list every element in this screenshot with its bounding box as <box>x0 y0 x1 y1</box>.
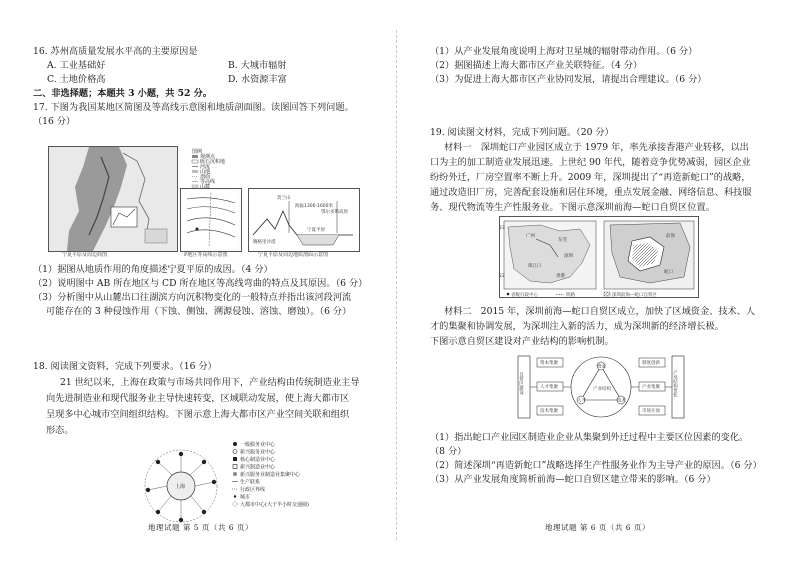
svg-text:城市: 城市 <box>240 494 251 501</box>
caption-map: 宁夏平原及周边简图 <box>62 252 108 258</box>
q17-sub2: （2）说明图中 AB 所在地区与 CD 所在地区等高线弯曲的特点及其原因。（6 分） <box>33 278 368 289</box>
svg-text:人才集聚: 人才集聚 <box>540 385 558 390</box>
q18-stem: 18. 阅读图文资料，完成下列要求。（16 分） <box>33 361 217 372</box>
q17-sub3-line2: 可能存在的 3 种侵蚀作用（下蚀、侧蚀、溯源侵蚀、溶蚀、磨蚀）。（6 分） <box>46 306 352 317</box>
map-legend-railway: 铁路 <box>566 293 575 298</box>
map-label-shenzhen: 深圳 <box>564 254 573 259</box>
svg-text:观测点: 观测点 <box>200 154 216 160</box>
p-contour-diagram <box>180 188 242 252</box>
diagram-left-box: 自贸区建设 <box>518 372 524 395</box>
diagram-center: 产业结构 <box>593 387 611 392</box>
q19-sub2: （2）简述深圳“再造新蛇口”战略选择生产性服务业作为主导产业的原因。（6 分） <box>430 460 762 471</box>
cross-section-diagram <box>248 188 360 252</box>
label-altitude: 海拔1300-1600米 <box>295 204 334 209</box>
map-legend-ftz: 深圳前海—蛇口自贸区 <box>612 293 657 298</box>
shanghai-network-diagram <box>140 446 222 526</box>
svg-text:行政区界线: 行政区界线 <box>240 487 266 493</box>
map-label-guangzhou: 广州 <box>526 234 535 239</box>
q18-sub2: （2）据图描述上海大都市区产业关联特征。（4 分） <box>430 60 643 71</box>
material2-line2: 才的集聚和协调发展，为深圳注入新的活力，成为深圳新的经济增长极。 <box>430 321 724 332</box>
svg-text:等高线: 等高线 <box>200 179 216 185</box>
diagram-node-talent: 人才 <box>577 398 586 404</box>
svg-text:制度创新: 制度创新 <box>642 361 660 366</box>
q18-material-line4: 形态。 <box>46 425 74 436</box>
exam-page-6 <box>397 0 794 562</box>
map-legend-capital: 省级行政中心 <box>511 293 538 298</box>
q17-legend <box>192 148 252 188</box>
svg-text:新兴服务业中心: 新兴服务业中心 <box>240 449 276 456</box>
ningxia-map <box>48 146 178 252</box>
label-ningxia-plain: 宁夏平原 <box>307 228 325 233</box>
material1-line2: 口为主的加工制造业发展迅速。上世纪 90 年代，随着竞争优势减弱，园区企业 <box>430 157 751 168</box>
map-label-estuary: 珠江口 <box>528 264 542 269</box>
map-label-hongkong: 香港 <box>556 274 565 279</box>
material2-line3: 下图示意自贸区建设对产业结构的影响机制。 <box>430 336 614 347</box>
q18-material-line2: 向先进制造业和现代服务业主导快速转变，区域联动发展，使上海大都市区 <box>46 393 350 404</box>
svg-text:大都市中心(大于半小时交通圈): 大都市中心(大于半小时交通圈) <box>240 502 309 508</box>
map-label-shekou: 蛇口 <box>664 270 673 275</box>
label-tengger: 腾格里沙漠 <box>253 240 276 245</box>
q18-sub3: （3）为促进上海大都市区产业协同发展，请提出合理建议。（6 分） <box>430 74 707 85</box>
q19-sub1-line1: （1）指出蛇口产业园区制造业企业从集聚到外迁过程中主要区位因素的变化。 <box>430 432 749 443</box>
label-helanshan: 贺兰山 <box>277 196 291 201</box>
q19-stem: 19. 阅读图文材料，完成下列问题。（20 分） <box>430 127 614 138</box>
q19-sub1-line2: （8 分） <box>430 446 467 457</box>
q17-sub1: （1）据图从地质作用的角度描述宁夏平原的成因。（4 分） <box>33 264 273 275</box>
svg-text:一级服务业中心: 一级服务业中心 <box>240 442 276 448</box>
q17-sub3-line1: （3）分析图中从山麓出口往湖滨方向沉积物变化的一般特点并指出该河段河流 <box>33 292 352 303</box>
svg-text:市场开放: 市场开放 <box>642 409 660 414</box>
q16-stem: 16. 苏州高质量发展水平高的主要原因是 <box>33 46 198 57</box>
svg-text:产业集聚: 产业集聚 <box>642 385 660 390</box>
map-label-dongguan: 东莞 <box>558 238 567 243</box>
caption-section: 宁夏平原及周边地质剖面示意图 <box>258 252 329 258</box>
q16-option-d: D. 水资源丰富 <box>228 74 287 85</box>
legend-title: 图例 <box>192 149 203 155</box>
q17-stem: 17. 下图为我国某地区简图及等高线示意图和地质剖面图。读图回答下列问题。 <box>33 102 354 113</box>
q18-legend <box>232 440 332 510</box>
mechanism-diagram <box>517 352 685 422</box>
diagram-right-box: 产业结构优化 <box>672 370 678 397</box>
svg-text:技术集聚: 技术集聚 <box>540 409 558 414</box>
lat-tick-22: 22 <box>499 274 505 279</box>
svg-text:剖面: 剖面 <box>200 174 211 180</box>
label-ordos: 鄂尔多斯高原 <box>321 210 348 215</box>
svg-text:山麓: 山麓 <box>200 184 211 190</box>
svg-text:生产联系: 生产联系 <box>240 479 261 486</box>
q18-sub1: （1）从产业发展角度说明上海对卫星城的辐射带动作用。（6 分） <box>430 46 698 57</box>
diagram-node-technology: 技术 <box>617 398 626 404</box>
q17-score: （16 分） <box>33 116 76 127</box>
material1-line1: 材料一 深圳蛇口产业园区成立于 1979 年，率先承接香港产业转移，以出 <box>444 142 749 153</box>
q16-option-a: A. 工业基础好 <box>47 60 106 71</box>
svg-text:核心制造业中心: 核心制造业中心 <box>240 457 276 463</box>
svg-text:资本集聚: 资本集聚 <box>540 361 558 366</box>
page-footer-5: 地理试题 第 5 页（共 6 页） <box>148 523 253 532</box>
q18-material-line1: 21 世纪以来，上海在政策与市场共同作用下，产业结构由传统制造业主导 <box>60 377 360 388</box>
svg-text:砾石沉积地: 砾石沉积地 <box>200 159 226 165</box>
diagram-center-shanghai: 上海 <box>175 484 186 490</box>
q16-option-b: B. 大城市辐射 <box>228 60 287 71</box>
q19-sub3: （3）从产业发展角度简析前海—蛇口自贸区建立带来的影响。（6 分） <box>430 474 716 485</box>
svg-text:山地: 山地 <box>200 169 211 175</box>
svg-text:新兴制造业中心: 新兴制造业中心 <box>240 464 276 471</box>
section-header: 二、非选择题；本题共 3 小题，共 52 分。 <box>33 88 212 99</box>
material2-line1: 材料二 2015 年，深圳前海—蛇口自贸区成立，加快了区域资金、技术、人 <box>444 306 756 317</box>
material1-line5: 务、现代物流等生产性服务业。下图示意深圳前海—蛇口自贸区位置。 <box>430 202 715 213</box>
map-label-qianhai: 前海 <box>666 234 675 239</box>
lat-tick-23: 23 <box>499 226 505 231</box>
q16-option-c: C. 土地价格高 <box>47 74 106 85</box>
shenzhen-map <box>499 216 699 298</box>
caption-contour: P地区等高线示意图 <box>184 252 228 258</box>
diagram-node-capital: 资金 <box>597 364 606 370</box>
material1-line4: 通过改造旧厂房，完善配套设施和居住环境，重点发展金融、网络信息、科技服 <box>430 187 752 198</box>
material1-line3: 纷纷外迁，厂房空置率不断上升。2009 年，深圳提出了“再造新蛇口”的战略， <box>430 172 751 183</box>
page-footer-6: 地理试题 第 6 页（共 6 页） <box>545 523 650 532</box>
svg-text:河流: 河流 <box>200 164 211 170</box>
q18-material-line3: 呈现多中心城市空间组织结构。下图示意上海大都市区产业空间关联和组织 <box>46 409 350 420</box>
svg-text:新兴服务业制造业集聚中心: 新兴服务业制造业集聚中心 <box>240 472 301 478</box>
